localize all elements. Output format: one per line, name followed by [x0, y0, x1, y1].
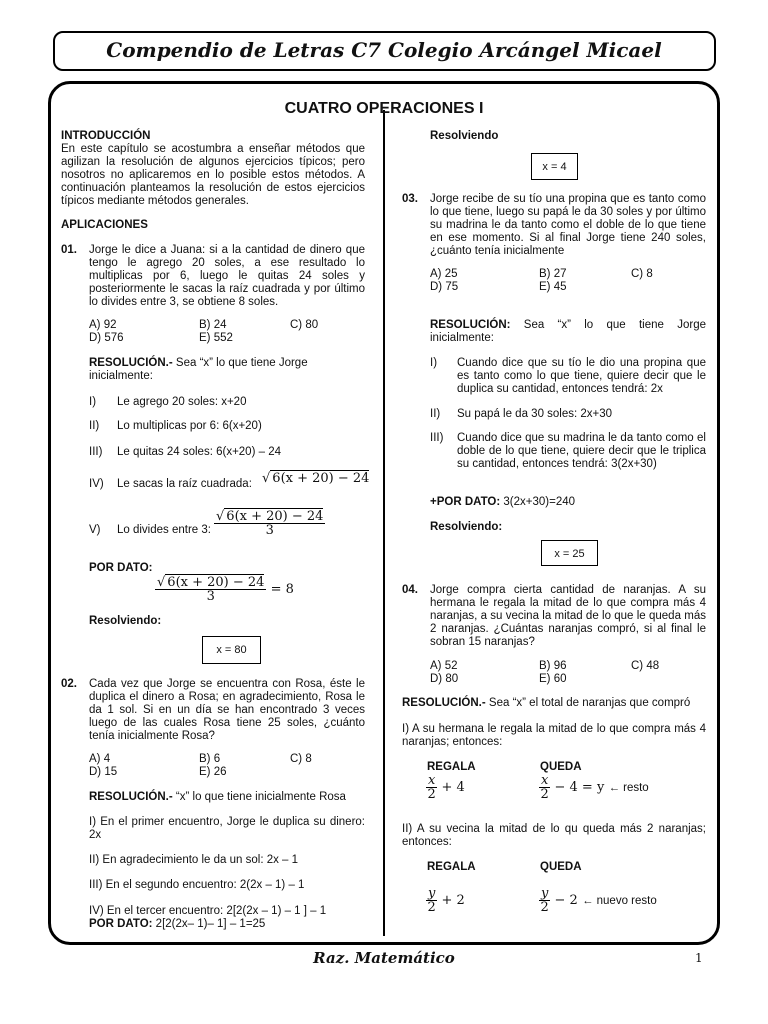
numerator: x	[428, 773, 436, 788]
step-number: III)	[89, 446, 103, 458]
resolution	[402, 697, 690, 710]
answer-box: x = 80	[202, 636, 261, 664]
resolution-label: RESOLUCIÓN.-	[89, 791, 173, 803]
resolviendo-label: Resolviendo	[430, 130, 499, 142]
regala-expression	[426, 774, 465, 801]
step-number: I)	[430, 357, 438, 369]
option: D) 80	[430, 673, 459, 685]
option: B) 27	[539, 268, 567, 280]
resolution-label: RESOLUCIÓN:	[430, 319, 511, 331]
denominator: 2	[427, 900, 436, 915]
regala-heading: REGALA	[427, 861, 476, 873]
step-text: Lo multiplicas por 6: 6(x+20)	[117, 420, 262, 432]
regala-heading: REGALA	[427, 761, 476, 773]
step-number: I)	[89, 396, 97, 408]
step-text: III) En el segundo encuentro: 2(2x – 1) – 1	[89, 879, 305, 891]
answer-box: x = 25	[541, 540, 598, 566]
option: C) 8	[631, 268, 653, 280]
option: C) 80	[290, 319, 319, 331]
option: B) 24	[199, 319, 227, 331]
footer-title: Raz. Matemático	[313, 949, 455, 967]
equation: $\frac{√ 6(x + 20) - 24}{3}$ = 8	[157, 575, 294, 604]
step-text: I) En el primer encuentro, Jorge le duplica su dinero: 2x	[89, 816, 365, 841]
problem-number: 02.	[61, 678, 77, 690]
regala-expression	[426, 887, 465, 914]
option: E) 552	[199, 332, 233, 344]
option: A) 52	[430, 660, 458, 672]
resolution-text: Sea “x” lo que tiene Jorge inicialmente:	[430, 319, 706, 344]
problem-text: Jorge compra cierta cantidad de naranjas. A su hermana le regala la mitad de lo que compra más 4 naranjas, a su vecina la mitad de lo que le queda más 2 naranjas. ¿Cuántas naranjas compró, si al final le sobran 15 naranjas?	[430, 584, 706, 648]
denominator: 3	[265, 523, 274, 538]
resolution	[89, 357, 365, 383]
equation-rhs: = 8	[270, 582, 294, 597]
answer-box: x = 4	[531, 153, 578, 180]
page-number: 1	[695, 951, 703, 965]
step-text: Le sacas la raíz cuadrada:	[117, 478, 252, 490]
option: E) 45	[539, 281, 567, 293]
problem-number: 04.	[402, 584, 418, 596]
option: A) 92	[89, 319, 117, 331]
step-number: II)	[430, 408, 441, 420]
option: A) 25	[430, 268, 458, 280]
denominator: 2	[540, 787, 549, 802]
step-number: V)	[89, 524, 101, 536]
resolution-text: Sea “x” el total de naranjas que compró	[488, 697, 691, 709]
denominator: 2	[540, 900, 549, 915]
por-dato-label: POR DATO:	[89, 918, 153, 930]
step-text: II) En agradecimiento le da un sol: 2x – 1	[89, 854, 299, 866]
por-dato-label: POR DATO:	[89, 562, 153, 574]
option: E) 26	[199, 766, 227, 778]
por-dato-text: 3(2x+30)=240	[503, 496, 576, 508]
step-text: Su papá le da 30 soles: 2x+30	[457, 408, 613, 420]
numerator: y	[428, 886, 436, 901]
resolution-text: Sea “x” lo que tiene Jorge inicialmente:	[89, 357, 308, 382]
option: D) 576	[89, 332, 124, 344]
numerator: y	[541, 886, 549, 901]
sqrt-expression: √ 6(x + 20) − 24	[262, 471, 370, 486]
step-text: Le agrego 20 soles: x+20	[117, 396, 247, 408]
denominator: 3	[206, 589, 215, 604]
option: D) 75	[430, 281, 459, 293]
column-divider	[383, 110, 385, 936]
step-text: I) A su hermana le regala la mitad de lo que compra más 4 naranjas; entonces:	[402, 723, 706, 748]
problem-text: Jorge recibe de su tío una propina que es tanto como lo que tiene, luego su papá le da 30 soles y por último su madrina le da tanto como el doble de lo que tiene en ese momento. Si al final Jorge tiene 240 soles, ¿cuánto tenía inicialmente	[430, 193, 706, 257]
intro-heading: INTRODUCCIÓN	[61, 130, 151, 142]
step-text: IV) En el tercer encuentro: 2[2(2x – 1) – 1 ] – 1	[89, 905, 327, 917]
por-dato	[89, 918, 265, 931]
problem-number: 01.	[61, 244, 77, 256]
step-text: Cuando dice que su tío le dio una propina que es tanto como lo que tiene, quiere decir que le duplica su cantidad, entonces tendrá: 2x	[457, 357, 706, 395]
option: C) 8	[290, 753, 312, 765]
queda-expression	[539, 887, 657, 914]
option: B) 96	[539, 660, 567, 672]
option: E) 60	[539, 673, 567, 685]
header-title: Compendio de Letras C7 Colegio Arcángel Micael	[106, 38, 662, 62]
step-number: III)	[430, 432, 444, 444]
resolution	[430, 319, 706, 345]
por-dato	[430, 496, 575, 509]
step-text: Cuando dice que su madrina le da tanto como el doble de lo que tiene, quiere decir que le triplica su cantidad, entonces tendrá: 3(2x+30)	[457, 432, 706, 470]
problem-number: 03.	[402, 193, 418, 205]
option: D) 15	[89, 766, 118, 778]
resolviendo-label: Resolviendo:	[89, 615, 162, 627]
plus-term: + 4	[441, 780, 465, 795]
problem-text: Cada vez que Jorge se encuentra con Rosa, éste le duplica el dinero a Rosa; en agradecimiento, Rosa le da 1 sol. Si en un día se han encontrado 3 veces luego de las cuales Rosa tiene 25 soles, ¿cuánto tenía inicialmente Rosa?	[89, 678, 365, 742]
queda-heading: QUEDA	[540, 861, 582, 873]
intro-section	[61, 130, 365, 208]
queda-expression	[539, 774, 649, 801]
denominator: 2	[427, 787, 436, 802]
radicand: 6(x + 20) − 24	[167, 575, 265, 590]
fraction-expression: $\frac{√ 6(x + 20) - 24}{3}$	[216, 509, 324, 538]
step-number: IV)	[89, 478, 104, 490]
por-dato-label: +POR DATO:	[430, 496, 501, 508]
page-title: CUATRO OPERACIONES I	[284, 100, 484, 117]
step-text: II) A su vecina la mitad de lo qu queda más 2 naranjas; entonces:	[402, 823, 706, 848]
minus-term: − 4 = y	[554, 780, 605, 795]
queda-heading: QUEDA	[540, 761, 582, 773]
resto-note: ← resto	[608, 782, 649, 794]
radicand: 6(x + 20) − 24	[272, 471, 370, 486]
minus-term: − 2	[554, 893, 578, 908]
resolution	[89, 791, 346, 804]
aplicaciones-heading: APLICACIONES	[61, 219, 148, 231]
step-text: Lo divides entre 3:	[117, 524, 211, 536]
nuevo-resto-note: ← nuevo resto	[581, 895, 657, 907]
resolviendo-label: Resolviendo:	[430, 521, 503, 533]
resolution-text: “x” lo que tiene inicialmente Rosa	[175, 791, 346, 803]
problem-text: Jorge le dice a Juana: si a la cantidad de dinero que tengo le agrego 20 soles, a ese resultado lo multiplicas por 6, luego le quitas 24 soles y posteriormente le sacas la raíz cuadrada y por último lo divides entre 3, se obtiene 8 soles.	[89, 244, 365, 308]
resolution-label: RESOLUCIÓN.-	[402, 697, 486, 709]
option: A) 4	[89, 753, 111, 765]
numerator: x	[541, 773, 549, 788]
option: B) 6	[199, 753, 221, 765]
radicand: 6(x + 20) − 24	[226, 509, 324, 524]
step-text: Le quitas 24 soles: 6(x+20) – 24	[117, 446, 281, 458]
resolution-label: RESOLUCIÓN.-	[89, 357, 173, 369]
option: C) 48	[631, 660, 660, 672]
por-dato-text: 2[2(2x– 1)– 1] – 1=25	[155, 918, 266, 930]
step-number: II)	[89, 420, 100, 432]
intro-text: En este capítulo se acostumbra a enseñar métodos que agilizan la resolución de algunos ejercicios típicos; pero nosotros no aplicaremos en lo posible estos métodos. A continuación planteamos la resolución de estos ejercicios típicos mediante métodos generales.	[61, 143, 365, 207]
plus-term: + 2	[441, 893, 465, 908]
